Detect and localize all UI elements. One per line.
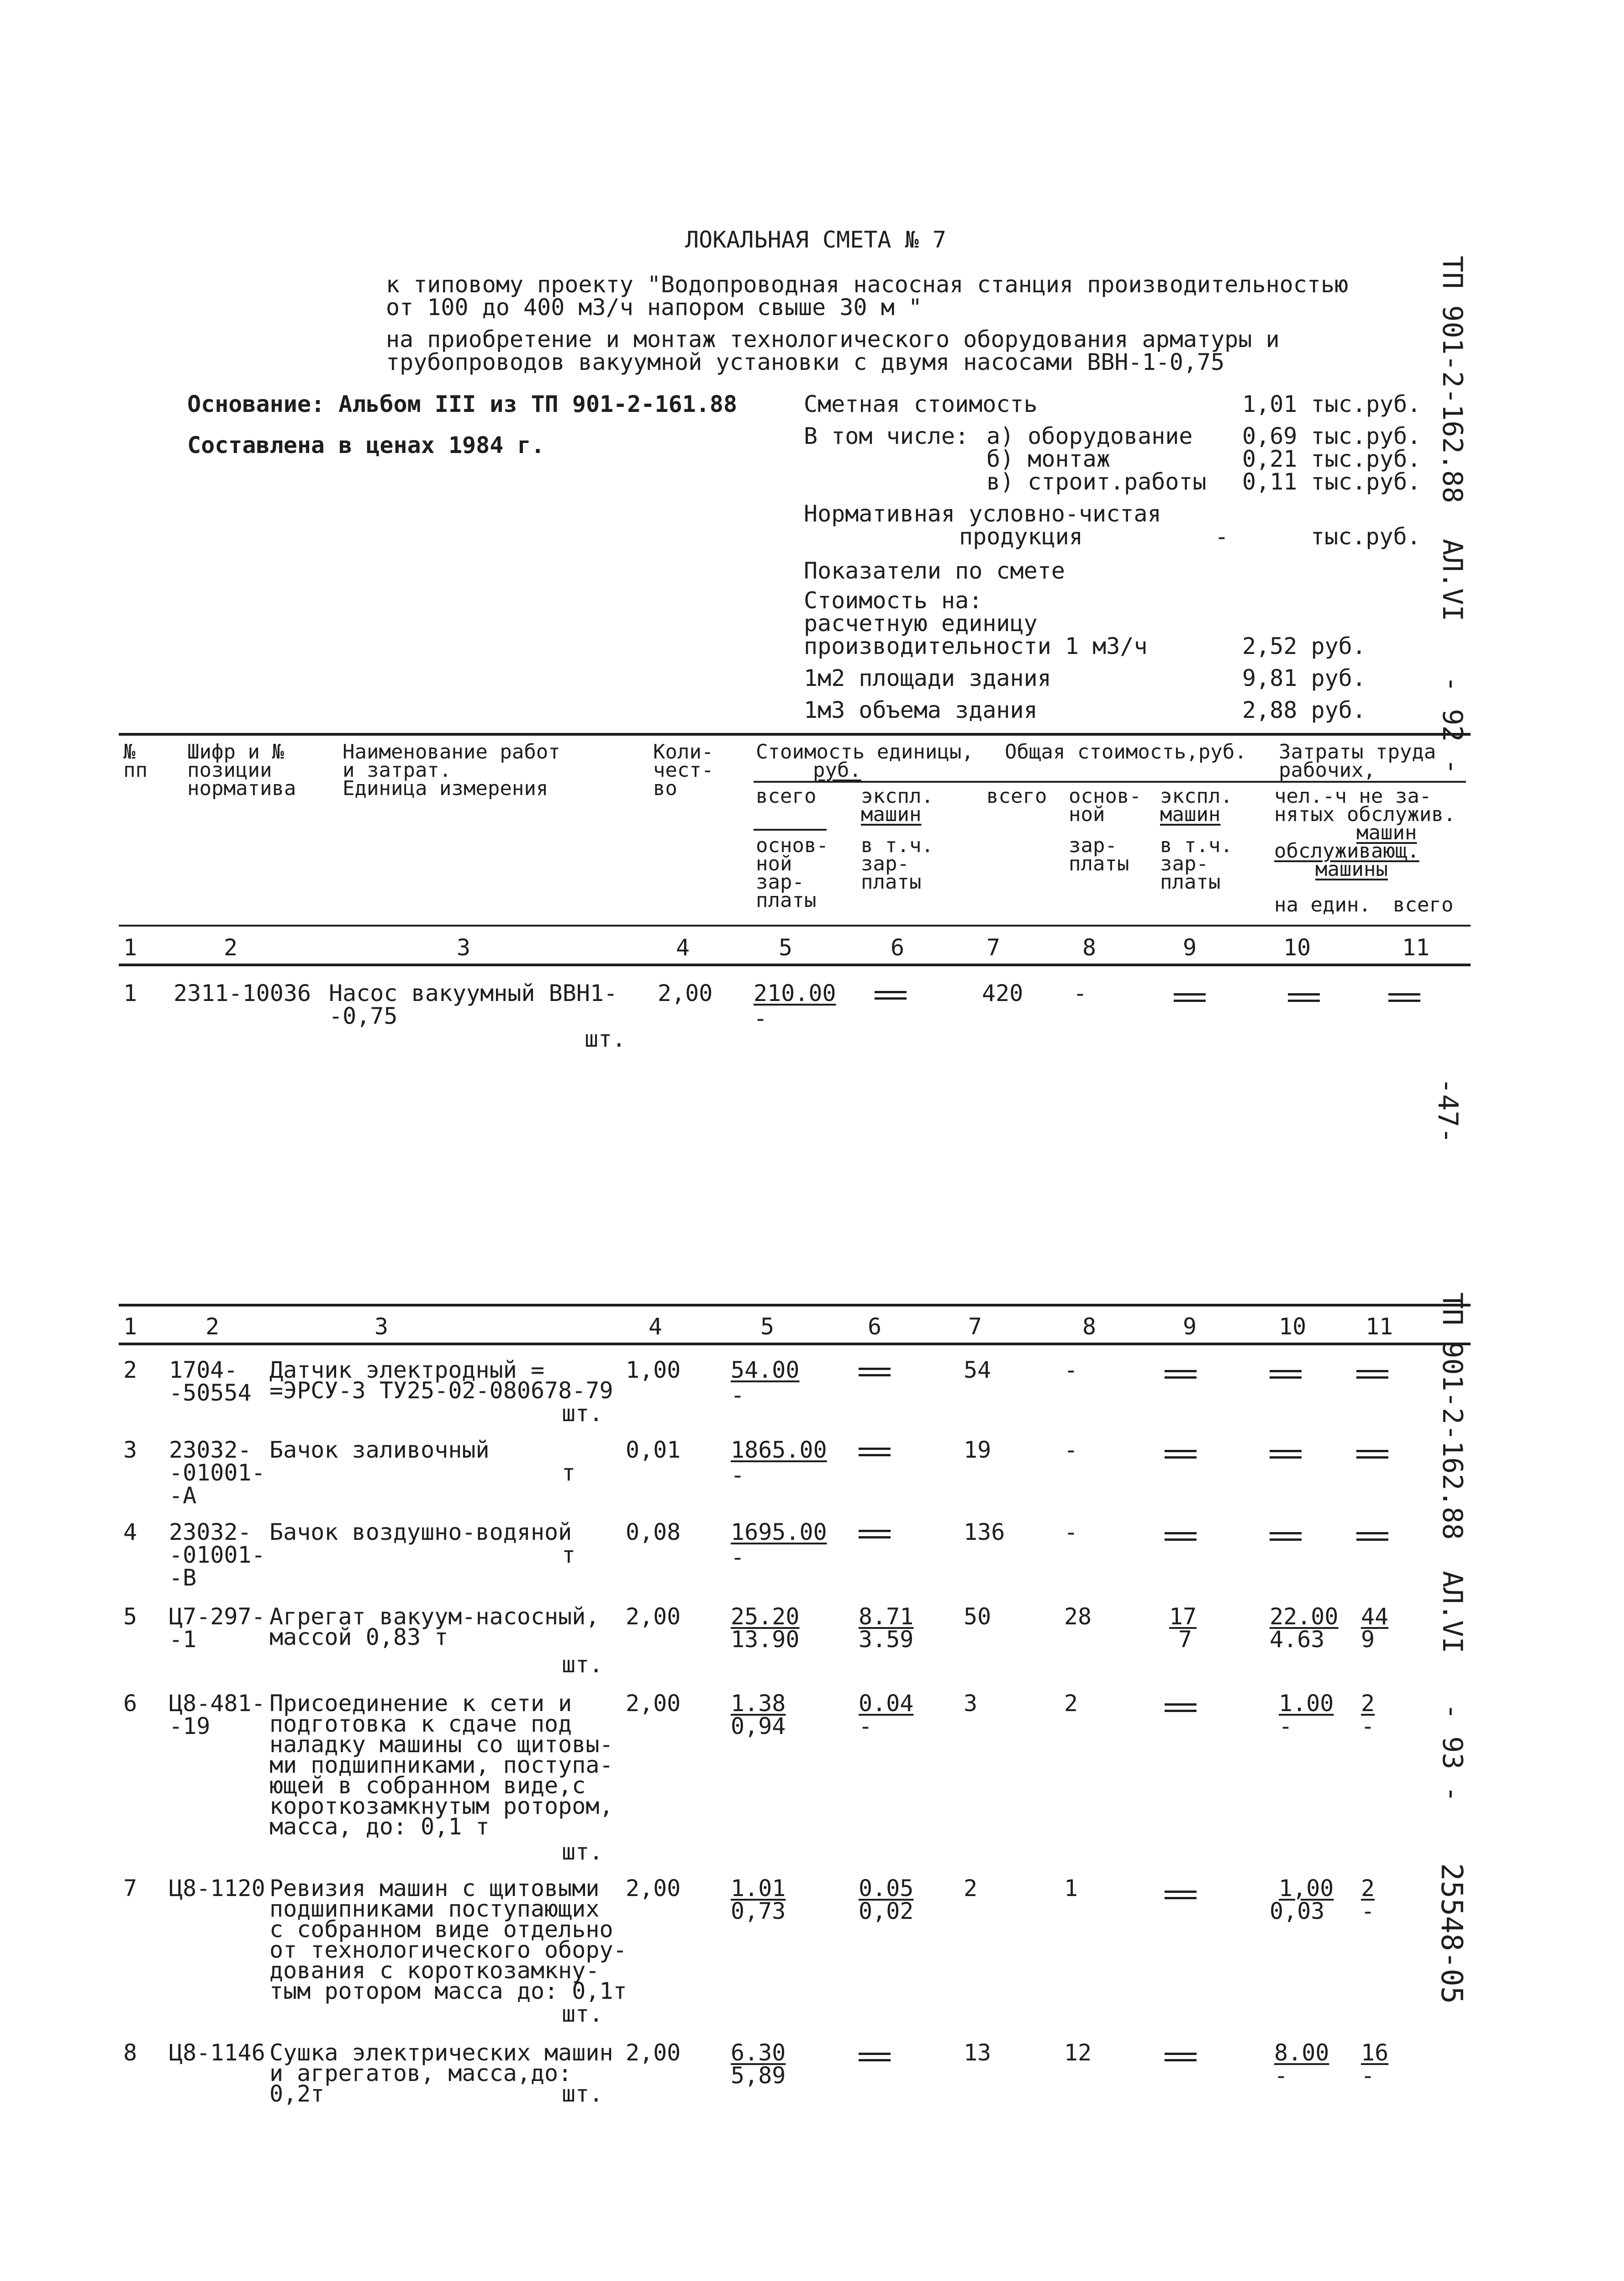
row-unit: т: [562, 1542, 576, 1568]
row-machine-total: 17: [1169, 1603, 1197, 1630]
margin-code-top: ТП 901-2-162.88: [1436, 256, 1468, 503]
volume-value: 2,88 руб.: [1242, 697, 1366, 723]
hdr-osnov-3: зар-: [756, 870, 804, 894]
hdr-name-3: Единица измерения: [343, 777, 548, 800]
hdr-ekspl2-4: зар-: [1160, 852, 1208, 875]
row-total: 3: [964, 1690, 978, 1717]
row-name: Сушка электрических машин: [269, 2039, 613, 2066]
row-dash: [1356, 1532, 1388, 1541]
incl-item-a: а) оборудование: [986, 423, 1193, 449]
hdr-code-2: позиции: [187, 759, 272, 782]
row-qty: 0,08: [626, 1519, 681, 1545]
hdr-labor3: чел.-ч не за-: [1274, 785, 1432, 808]
incl-value-b: 0,21 тыс.руб.: [1242, 446, 1421, 472]
row-unit-cost-wage: 0,94: [731, 1713, 786, 1739]
row-unit: шт.: [562, 1651, 603, 1678]
row-unit-cost: 6.30: [731, 2039, 786, 2066]
row-name: от технологического обору-: [269, 1937, 627, 1963]
prices-text: Составлена в ценах 1984 г.: [187, 432, 545, 458]
cost-per-line-3: производительности 1 м3/ч: [804, 633, 1148, 659]
row-total-wage: -: [1064, 1519, 1078, 1545]
row-dash: [1165, 1703, 1197, 1712]
row-unit-cost: 1865.00: [731, 1437, 827, 1463]
hdr-per-unit: на един.: [1274, 893, 1371, 917]
hdr-osnov2-2: ной: [1069, 803, 1105, 826]
header-bottom-rule: [119, 925, 1471, 927]
row-qty: 1,00: [626, 1357, 681, 1383]
row-name: =ЭРСУ-3 ТУ25-02-080678-79: [269, 1377, 613, 1404]
row-dash: [1165, 1450, 1197, 1459]
col-num: 6: [868, 1313, 882, 1340]
row-unit-cost-wage: -: [731, 1382, 745, 1408]
row-name: наладку машины со щитовы-: [269, 1731, 613, 1758]
row-num: 1: [123, 980, 137, 1006]
margin-page-mid: -47-: [1432, 1078, 1464, 1144]
row-dash: [1270, 1370, 1302, 1379]
normative-line-1: Нормативная условно-чистая: [804, 500, 1161, 527]
row-unit: шт.: [585, 1026, 626, 1052]
hdr-ekspl-2: машин: [861, 803, 922, 826]
table-top-rule: [119, 733, 1471, 736]
row-name: массой 0,83 т: [269, 1624, 448, 1650]
row-num: 4: [123, 1519, 137, 1545]
row-num: 8: [123, 2039, 137, 2066]
col-num: 2: [224, 934, 238, 961]
col-num: 10: [1279, 1313, 1307, 1340]
purpose-line-1: на приобретение и монтаж технологического оборудования арматуры и: [386, 326, 1280, 353]
row-labor-unit-2: 4.63: [1270, 1626, 1325, 1653]
hdr-ekspl2-5: платы: [1160, 870, 1221, 894]
row-machine-cost: 8.71: [859, 1603, 914, 1630]
incl-value-c: 0,11 тыс.руб.: [1242, 469, 1421, 495]
normative-dash: -: [1215, 523, 1229, 550]
row-num: 3: [123, 1437, 137, 1463]
col-num: 7: [986, 934, 1001, 961]
row-code: -01001-: [169, 1542, 265, 1568]
row-labor-total: 16: [1361, 2039, 1389, 2066]
row-labor-total-2: -: [1361, 2062, 1375, 2089]
margin-album-top: АЛ.VI: [1436, 539, 1468, 622]
row-labor-unit-2: -: [1274, 2062, 1288, 2089]
project-line-1: к типовому проекту "Водопроводная насосная станция производительностью: [386, 271, 1349, 298]
row-total: 420: [982, 980, 1023, 1006]
row-name: Ревизия машин с щитовыми: [269, 1875, 600, 1902]
row-unit-cost: 1695.00: [731, 1519, 827, 1545]
col-num: 10: [1283, 934, 1311, 961]
estimated-label: Сметная стоимость: [804, 391, 1038, 417]
row-total-wage: -: [1064, 1437, 1078, 1463]
hdr-qty-3: во: [653, 777, 677, 800]
purpose-line-2: трубопроводов вакуумной установки с двумя насосами ВВН-1-0,75: [386, 349, 1225, 375]
row-code: -01001-: [169, 1459, 265, 1486]
hdr-code: Шифр и №: [187, 740, 284, 764]
row-num: 6: [123, 1690, 137, 1717]
col-num: 4: [649, 1313, 663, 1340]
hdr-osnov: основ-: [756, 834, 828, 857]
row-labor-total-2: -: [1361, 1898, 1375, 1924]
row-name: Датчик электродный =: [269, 1357, 545, 1383]
estimated-value: 1,01 тыс.руб.: [1242, 391, 1421, 417]
row-total: 54: [964, 1357, 991, 1383]
col-num: 9: [1183, 1313, 1197, 1340]
row-dash: [1165, 1891, 1197, 1900]
row-name: -0,75: [329, 1003, 398, 1029]
row-total: 19: [964, 1437, 991, 1463]
col-num: 3: [457, 934, 471, 961]
hdr-ekspl2: экспл.: [1160, 785, 1233, 808]
col-num: 5: [760, 1313, 775, 1340]
row-total-wage: -: [1073, 980, 1087, 1006]
row-num: 2: [123, 1357, 137, 1383]
row-machine-cost: 0.05: [859, 1875, 914, 1902]
row-unit-cost: 210.00: [754, 980, 836, 1006]
row-qty: 2,00: [658, 980, 713, 1006]
col-num: 11: [1366, 1313, 1393, 1340]
row-dash: [1388, 993, 1420, 1002]
hdr-labor-2: рабочих,: [1279, 759, 1376, 782]
row-unit: шт.: [562, 2081, 603, 2107]
row-unit: шт.: [562, 1400, 603, 1427]
row-name: Насос вакуумный ВВН1-: [329, 980, 618, 1006]
row-dash: [1174, 993, 1206, 1002]
row-qty: 2,00: [626, 2039, 681, 2066]
hdr-code-3: норматива: [187, 777, 296, 800]
hdr-qty-2: чест-: [653, 759, 714, 782]
row-labor-unit-2: 0,03: [1270, 1898, 1325, 1924]
row-qty: 0,01: [626, 1437, 681, 1463]
row-code: Ц8-1146: [169, 2039, 265, 2066]
doc-title: ЛОКАЛЬНАЯ СМЕТА № 7: [685, 227, 946, 253]
col-num: 1: [123, 1313, 137, 1340]
hdr-labor3-3: машин: [1356, 821, 1417, 844]
hdr-total: всего: [1393, 893, 1454, 917]
row-num: 5: [123, 1603, 137, 1630]
basis-text: Основание: Альбом III из ТП 901-2-161.88: [187, 391, 738, 417]
row-code: 1704-: [169, 1357, 238, 1383]
row-name: масса, до: 0,1 т: [269, 1813, 490, 1840]
hdr-labor3-2: нятых обслужив.: [1274, 803, 1456, 826]
hdr-ekspl-3: в т.ч.: [861, 834, 933, 857]
cost-per-value: 2,52 руб.: [1242, 633, 1366, 659]
row-unit-cost: 25.20: [731, 1603, 800, 1630]
row-name: Присоединение к сети и: [269, 1690, 572, 1717]
row-code: Ц8-481-: [169, 1690, 265, 1717]
row-name: ми подшипниками, поступа-: [269, 1752, 613, 1778]
row-dash: [1165, 1532, 1197, 1541]
col-num: 5: [779, 934, 793, 961]
row-unit-cost: 1.38: [731, 1690, 786, 1717]
row-name: Агрегат вакуум-насосный,: [269, 1603, 600, 1630]
row-labor-unit: 22.00: [1270, 1603, 1339, 1630]
row-total-wage: 12: [1064, 2039, 1092, 2066]
hdr-unit-cost-2: руб.: [813, 759, 861, 782]
incl-item-b: б) монтаж: [986, 446, 1110, 472]
row-name: дования с короткозамкну-: [269, 1957, 600, 1984]
col-num: 1: [123, 934, 137, 961]
row-machine-wage: 0,02: [859, 1898, 914, 1924]
row-dash: [875, 991, 907, 1000]
hdr-name-2: и затрат.: [343, 759, 452, 782]
hdr-ekspl: экспл.: [861, 785, 933, 808]
row-num: 7: [123, 1875, 137, 1902]
volume-label: 1м3 объема здания: [804, 697, 1038, 723]
row-dash: [1270, 1532, 1302, 1541]
row-dash: [859, 1448, 891, 1457]
row-code: -19: [169, 1713, 211, 1739]
normative-line-2: продукция: [959, 523, 1083, 550]
row-labor-unit: 1.00: [1279, 1690, 1334, 1717]
row-machine-total-wage: 7: [1178, 1626, 1192, 1653]
hdr-osnov2-4: платы: [1069, 852, 1129, 875]
row-unit-cost-wage: -: [731, 1544, 745, 1570]
incl-value-a: 0,69 тыс.руб.: [1242, 423, 1421, 449]
row-unit-cost-wage: 13.90: [731, 1626, 800, 1653]
row-qty: 2,00: [626, 1875, 681, 1902]
hdr-vsego: всего: [756, 785, 817, 808]
row-unit-cost-wage: 0,73: [731, 1898, 786, 1924]
row-machine-wage: 3.59: [859, 1626, 914, 1653]
col-numbers-rule: [119, 964, 1471, 966]
row-name: 0,2т: [269, 2081, 325, 2107]
row-machine-wage: -: [859, 1713, 873, 1739]
row-name: короткозамкнутым ротором,: [269, 1793, 613, 1819]
hdr-osnov2-3: зар-: [1069, 834, 1117, 857]
row-code: -А: [169, 1482, 197, 1509]
hdr-vsego-2: всего: [986, 785, 1047, 808]
row-qty: 2,00: [626, 1690, 681, 1717]
hdr-osnov2: основ-: [1069, 785, 1141, 808]
row-unit: т: [562, 1459, 576, 1486]
incl-item-c: в) строит.работы: [986, 469, 1207, 495]
hdr-name: Наименование работ: [343, 740, 560, 764]
row-unit-cost: 54.00: [731, 1357, 800, 1383]
hdr-osnov-4: платы: [756, 889, 817, 912]
cost-per-line-1: Стоимость на:: [804, 587, 983, 614]
col-num: 2: [206, 1313, 220, 1340]
hdr-vsego-rule: [754, 829, 827, 831]
margin-page-bottom: - 93 -: [1436, 1703, 1468, 1802]
row-total-wage: 2: [1064, 1690, 1078, 1717]
hdr-total-cost: Общая стоимость,руб.: [1005, 740, 1247, 764]
hdr-labor: Затраты труда: [1279, 740, 1436, 764]
row-dash: [859, 2053, 891, 2062]
bottom-col-numbers-rule: [119, 1343, 1471, 1345]
col-num: 11: [1402, 934, 1430, 961]
row-unit: шт.: [562, 1838, 603, 1865]
col-num: 8: [1082, 1313, 1097, 1340]
project-line-2: от 100 до 400 м3/ч напором свыше 30 м ": [386, 294, 922, 321]
row-total: 50: [964, 1603, 991, 1630]
row-code: -1: [169, 1626, 197, 1653]
row-labor-total: 44: [1361, 1603, 1389, 1630]
col-num: 7: [968, 1313, 982, 1340]
hdr-osnov-2: ной: [756, 852, 792, 875]
row-name: Бачок заливочный: [269, 1437, 490, 1463]
row-dash: [1288, 993, 1320, 1002]
area-value: 9,81 руб.: [1242, 665, 1366, 691]
row-name: подшипниками поступающих: [269, 1896, 600, 1922]
row-total: 13: [964, 2039, 991, 2066]
hdr-labor3-5: машины: [1315, 858, 1388, 881]
row-labor-unit-2: -: [1279, 1713, 1293, 1739]
row-name: Бачок воздушно-водяной: [269, 1519, 572, 1545]
row-dash: [859, 1530, 891, 1539]
row-dash: [1270, 1450, 1302, 1459]
col-num: 3: [374, 1313, 389, 1340]
hdr-ekspl2-2: машин: [1160, 803, 1221, 826]
row-labor-total-2: -: [1361, 1713, 1375, 1739]
row-name: тым ротором масса до: 0,1т: [269, 1978, 627, 2004]
row-code: 2311-10036: [174, 980, 311, 1006]
hdr-labor3-4: обслуживающ.: [1274, 839, 1419, 863]
row-total: 136: [964, 1519, 1005, 1545]
row-unit-cost-wage: -: [754, 1005, 768, 1032]
hdr-qty: Коли-: [653, 740, 714, 764]
hdr-num-2: пп: [123, 759, 148, 782]
row-unit: шт.: [562, 2001, 603, 2027]
normative-value: тыс.руб.: [1311, 523, 1421, 550]
row-unit-cost-wage: -: [731, 1462, 745, 1488]
row-code: Ц7-297-: [169, 1603, 265, 1630]
hdr-ekspl-5: платы: [861, 870, 922, 894]
bottom-table-top-rule: [119, 1304, 1471, 1306]
area-label: 1м2 площади здания: [804, 665, 1051, 691]
row-total: 2: [964, 1875, 978, 1902]
margin-album-bottom: АЛ.VI: [1436, 1571, 1468, 1654]
row-machine-cost: 0.04: [859, 1690, 914, 1717]
row-code: Ц8-1120: [169, 1875, 265, 1902]
col-num: 8: [1082, 934, 1097, 961]
hdr-num: №: [123, 740, 136, 764]
margin-stamp: 25548-05: [1434, 1863, 1468, 2004]
row-dash: [1165, 1370, 1197, 1379]
hdr-ekspl2-3: в т.ч.: [1160, 834, 1233, 857]
cost-per-line-2: расчетную единицу: [804, 610, 1038, 637]
row-dash: [1356, 1450, 1388, 1459]
row-total-wage: 28: [1064, 1603, 1092, 1630]
incl-label: В том числе:: [804, 423, 969, 449]
margin-page-top: - 92 -: [1436, 676, 1468, 775]
col-num: 9: [1183, 934, 1197, 961]
indicators-label: Показатели по смете: [804, 558, 1065, 584]
row-unit-cost-wage: 5,89: [731, 2062, 786, 2089]
row-code: -50554: [169, 1380, 252, 1406]
hdr-ekspl-4: зар-: [861, 852, 909, 875]
row-dash: [1356, 1370, 1388, 1379]
col-num: 4: [676, 934, 690, 961]
row-labor-total: 2: [1361, 1875, 1375, 1902]
row-labor-unit: 8.00: [1274, 2039, 1329, 2066]
hdr-unit-cost: Стоимость единицы,: [756, 740, 974, 764]
row-qty: 2,00: [626, 1603, 681, 1630]
margin-code-bottom: ТП 901-2-162.88: [1436, 1292, 1468, 1540]
row-unit-cost: 1.01: [731, 1875, 786, 1902]
row-dash: [859, 1368, 891, 1377]
row-name: подготовка к сдаче под: [269, 1711, 572, 1737]
row-code: 23032-: [169, 1437, 252, 1463]
row-code: 23032-: [169, 1519, 252, 1545]
row-labor-unit: 1,00: [1279, 1875, 1334, 1902]
row-name: с собранном виде отдельно: [269, 1916, 613, 1943]
row-labor-total: 2: [1361, 1690, 1375, 1717]
row-name: и агрегатов, масса,до:: [269, 2060, 572, 2086]
col-num: 6: [891, 934, 905, 961]
row-total-wage: -: [1064, 1357, 1078, 1383]
row-name: ющей в собранном виде,с: [269, 1772, 586, 1799]
hdr-subrule: [754, 781, 1466, 783]
row-total-wage: 1: [1064, 1875, 1078, 1902]
row-code: -В: [169, 1565, 197, 1591]
row-dash: [1165, 2053, 1197, 2062]
row-labor-total-2: 9: [1361, 1626, 1375, 1653]
